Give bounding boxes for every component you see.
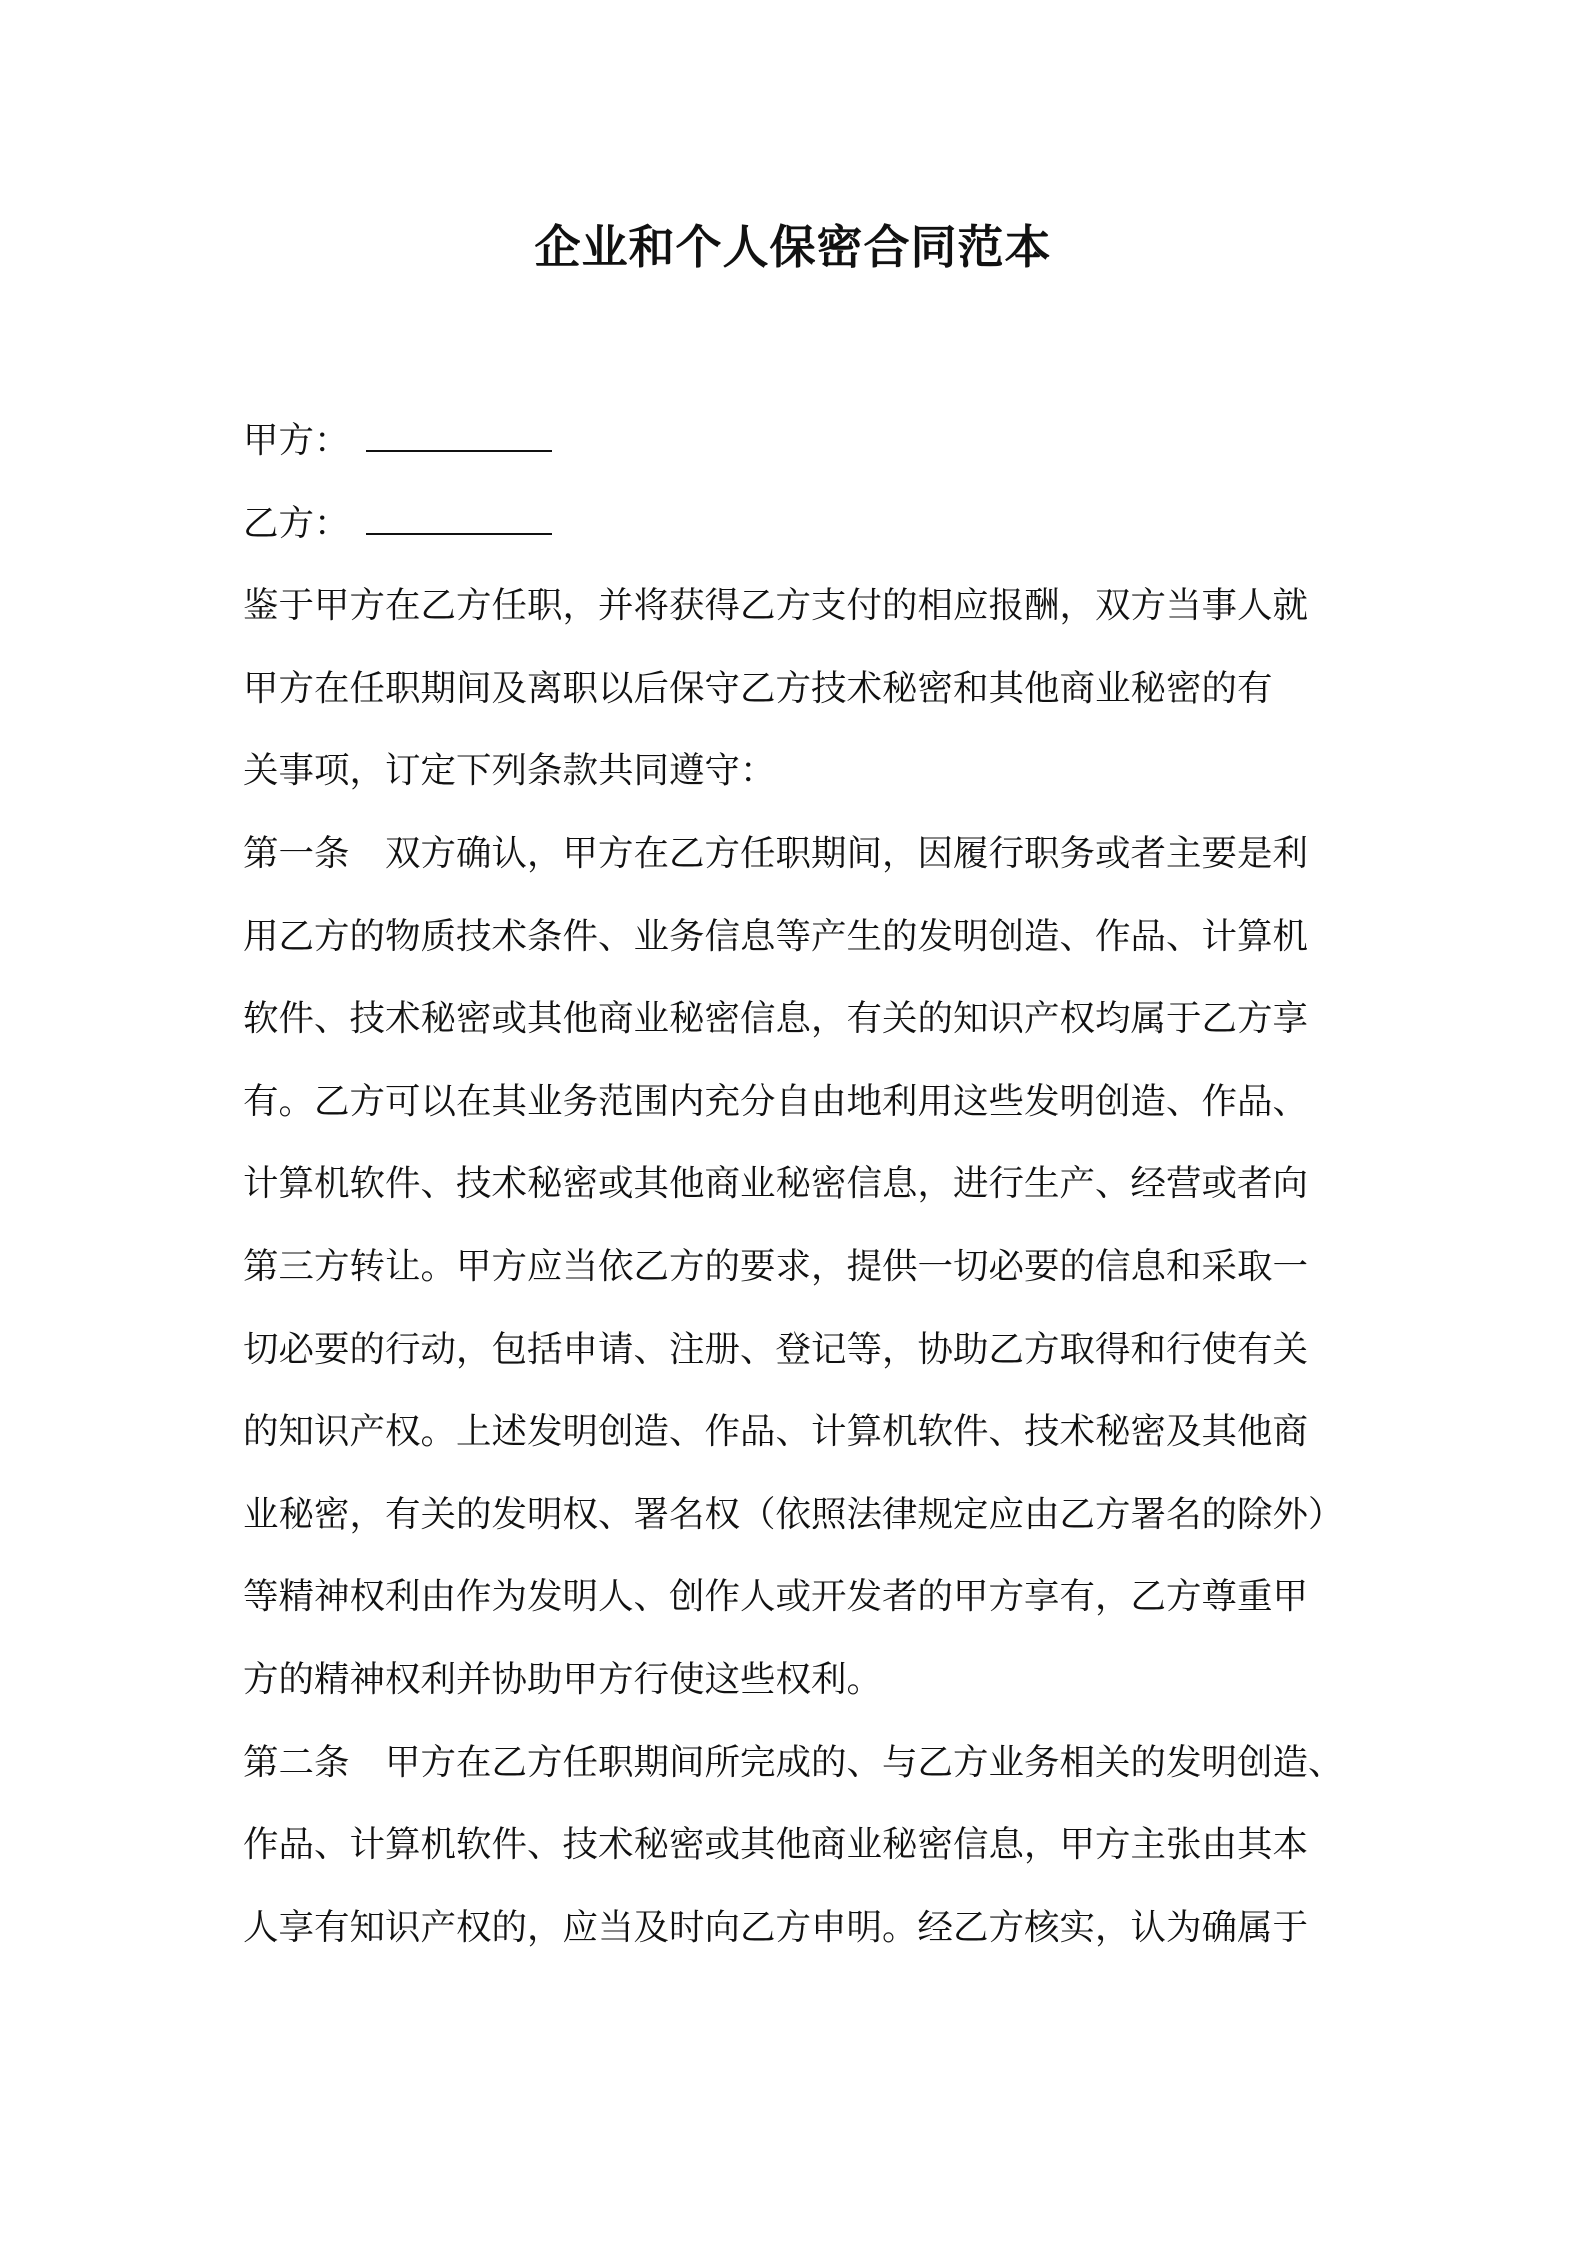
paragraph-line: 软件、技术秘密或其他商业秘密信息，有关的知识产权均属于乙方享 — [243, 998, 1309, 1040]
party-b-label: 乙方： — [243, 502, 350, 544]
document-body — [243, 400, 1365, 1969]
paragraph-line: 等精神权利由作为发明人、创作人或开发者的甲方享有，乙方尊重甲 — [243, 1576, 1309, 1618]
paragraph-line: 第一条 双方确认，甲方在乙方任职期间，因履行职务或者主要是利 — [243, 832, 1309, 874]
party-b-line — [243, 483, 1365, 566]
party-a-label: 甲方： — [243, 420, 350, 461]
party-a-line — [243, 400, 1365, 483]
paragraph-line: 方的精神权利并协助甲方行使这些权利。 — [243, 1658, 883, 1700]
paragraph-line: 计算机软件、技术秘密或其他商业秘密信息，进行生产、经营或者向 — [243, 1163, 1309, 1205]
paragraph-line: 第三方转让。甲方应当依乙方的要求，提供一切必要的信息和采取一 — [243, 1245, 1309, 1287]
paragraph-line: 用乙方的物质技术条件、业务信息等产生的发明创造、作品、计算机 — [243, 915, 1309, 957]
paragraph-line: 甲方在任职期间及离职以后保守乙方技术秘密和其他商业秘密的有 — [243, 667, 1273, 709]
document-title: 企业和个人保密合同范本 — [534, 220, 1052, 274]
paragraph-line: 作品、计算机软件、技术秘密或其他商业秘密信息，甲方主张由其本 — [243, 1824, 1309, 1866]
party-b-blank[interactable] — [366, 503, 552, 535]
paragraph-line: 鉴于甲方在乙方任职，并将获得乙方支付的相应报酬，双方当事人就 — [243, 585, 1309, 627]
paragraph-line: 有。乙方可以在其业务范围内充分自由地利用这些发明创造、作品、 — [243, 1080, 1309, 1122]
paragraph-line: 业秘密，有关的发明权、署名权（依照法律规定应由乙方署名的除外） — [243, 1493, 1344, 1535]
paragraph-line: 人享有知识产权的，应当及时向乙方申明。经乙方核实，认为确属于 — [243, 1906, 1309, 1948]
party-a-blank[interactable] — [366, 420, 552, 452]
paragraph-line: 第二条 甲方在乙方任职期间所完成的、与乙方业务相关的发明创造、 — [243, 1741, 1344, 1783]
paragraph-line: 关事项，订定下列条款共同遵守： — [243, 750, 776, 792]
paragraph-line: 切必要的行动，包括申请、注册、登记等，协助乙方取得和行使有关 — [243, 1328, 1309, 1370]
paragraph-line: 的知识产权。上述发明创造、作品、计算机软件、技术秘密及其他商 — [243, 1411, 1309, 1453]
